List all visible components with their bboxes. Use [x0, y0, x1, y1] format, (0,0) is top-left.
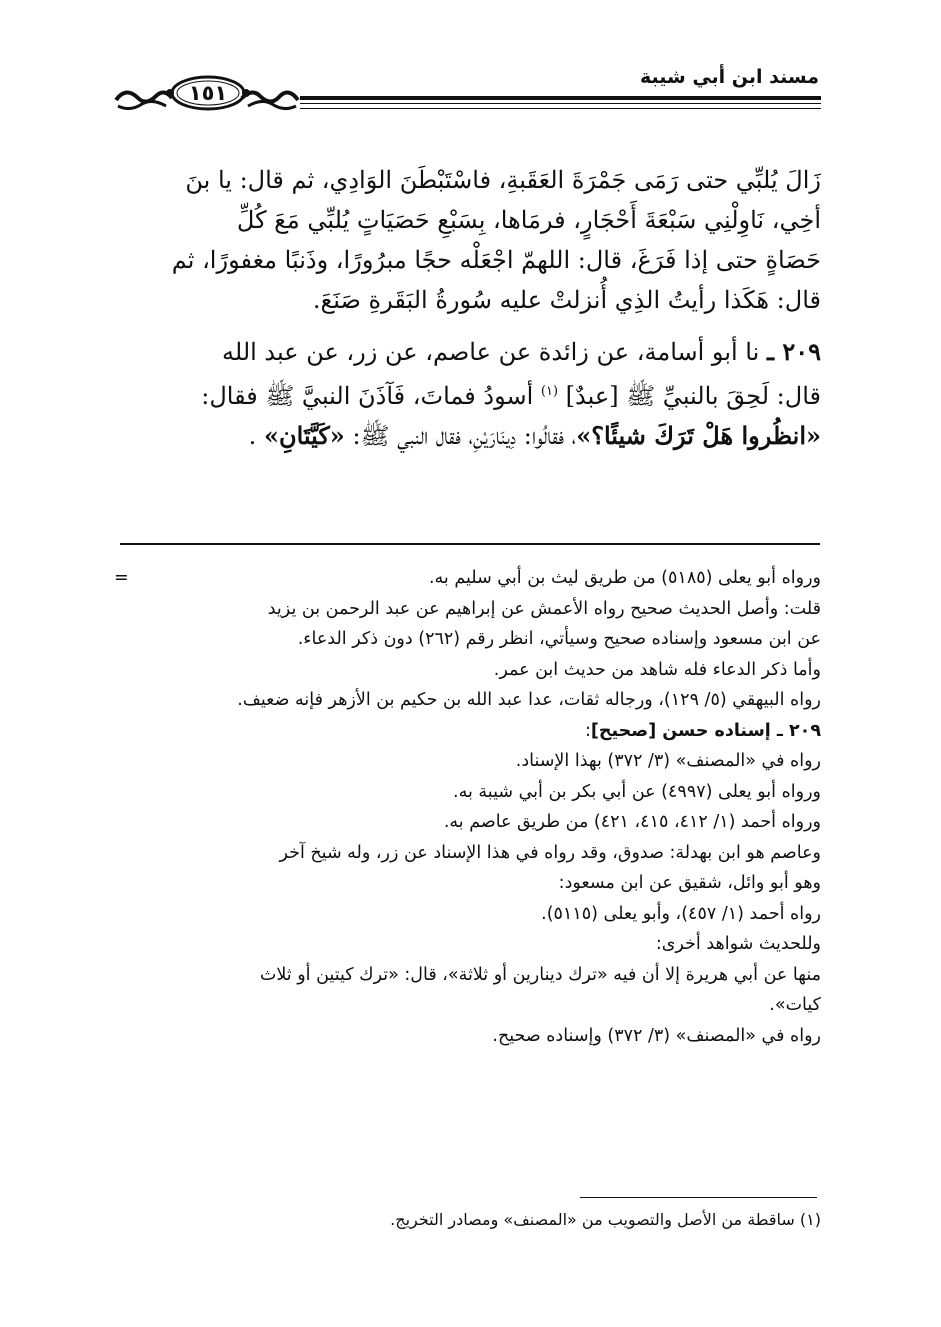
running-title: مسند ابن أبي شيبة — [639, 66, 819, 88]
continuation-mark: = — [114, 568, 129, 588]
hadith-209-line — [110, 332, 821, 372]
footnote-marker: (١) — [540, 384, 559, 399]
footnote-separator — [580, 1197, 817, 1198]
hadith-text: أسودُ فماتَ، فَآذَنَ النبيَّ ﷺ فقال: — [201, 382, 534, 410]
note-heading — [120, 716, 821, 747]
takhrij-notes — [114, 563, 821, 1051]
hadith-209-line — [110, 416, 821, 456]
note-line: ورواه أبو يعلى (٤٩٩٧) عن أبي بكر بن أبي شيبة به. — [453, 781, 821, 802]
note-line: ورواه أحمد (١/ ٤١٢، ٤١٥، ٤٢١) من طريق عاصم به. — [443, 812, 821, 832]
header-rule-thin-lower — [300, 108, 821, 109]
note-line: قلت: وأصل الحديث صحيح رواه الأعمش عن إبراهيم عن عبد الرحمن بن يزيد — [267, 598, 821, 619]
note-line: وعاصم هو ابن بهدلة: صدوق، وقد رواه في هذا الإسناد عن زر، وله شيخ آخر — [279, 842, 821, 863]
note-line: رواه في «المصنف» (٣/ ٣٧٢) وإسناده صحيح. — [492, 1025, 821, 1046]
note-number: ٢٠٩ ـ إسناده حسن [صحيح] — [590, 720, 821, 741]
main-line: زَالَ يُلبِّي حتى رَمَى جَمْرَةَ العَقَبةِ، فاسْتَبْطَنَ الوَادِي، ثم قال: يا بنَ — [185, 166, 821, 194]
header-rule-thick — [300, 96, 821, 100]
hadith-text: . — [248, 422, 257, 450]
hadith-text: قال: لَحِقَ بالنبيِّ ﷺ [عبدٌ] — [565, 382, 821, 410]
header-rule-thin — [300, 103, 821, 104]
hadith-text: نا أبو أسامة، عن زائدة عن عاصم، عن زر، عن عبد الله — [222, 338, 760, 366]
note-line: كيات». — [769, 995, 821, 1015]
text-notes-separator — [120, 543, 820, 545]
note-line: ورواه أبو يعلى (٥١٨٥) من طريق ليث بن أبي سليم به. — [428, 568, 821, 588]
note-line: وللحديث شواهد أخرى: — [655, 934, 821, 954]
prophet-quote: «انظُروا هَلْ تَرَكَ شيئًا؟» — [576, 421, 821, 450]
note-line: رواه أحمد (١/ ٤٥٧)، وأبو يعلى (٥١١٥). — [541, 903, 821, 924]
main-text — [110, 160, 821, 456]
note-line: رواه البيهقي (٥/ ١٢٩)، ورجاله ثقات، عدا عبد الله بن حكيم بن الأزهر فإنه ضعيف. — [237, 690, 821, 710]
note-colon: : — [585, 720, 591, 741]
footnote: (١) ساقطة من الأصل والتصويب من «المصنف» ومصادر التخريج. — [390, 1210, 821, 1229]
main-line: أخِي، نَاوِلْنِي سَبْعَةَ أَحْجَارٍ، فرمَاها، بِسَبْعِ حَصَيَاتٍ يُلبِّي مَعَ كُلِّ — [236, 206, 821, 234]
note-line: عن ابن مسعود وإسناده صحيح وسيأتي، انظر رقم (٢٦٢) دون ذكر الدعاء. — [297, 629, 821, 649]
main-line: حَصَاةٍ حتى إذا فَرَغَ، قال: اللهمّ اجْعَلْه حجًا مبرُورًا، وذَنبًا مغفورًا، ثم — [171, 246, 821, 274]
main-line: قال: هَكَذا رأيتُ الذِي أُنزلتْ عليه سُورةُ البَقَرةِ صَنَعَ. — [312, 286, 821, 314]
note-line: وأما ذكر الدعاء فله شاهد من حديث ابن عمر. — [493, 659, 821, 680]
hadith-number: ٢٠٩ ـ — [766, 337, 821, 366]
note-line: منها عن أبي هريرة إلا أن فيه «ترك دينارين أو ثلاثة»، قال: «ترك كيتين أو ثلاث — [259, 964, 821, 985]
hadith-209-line — [110, 372, 821, 416]
note-line: وهو أبو وائل، شقيق عن ابن مسعود: — [558, 873, 821, 893]
prophet-quote: «كَيَّتَانِ» — [263, 421, 345, 450]
page-number: ١٥١ — [188, 81, 228, 105]
hadith-text: ، فقالُوا: دِينَارَيْنِ، فقال النبي ﷺ: — [352, 422, 577, 450]
note-line: رواه في «المصنف» (٣/ ٣٧٢) بهذا الإسناد. — [515, 751, 821, 771]
